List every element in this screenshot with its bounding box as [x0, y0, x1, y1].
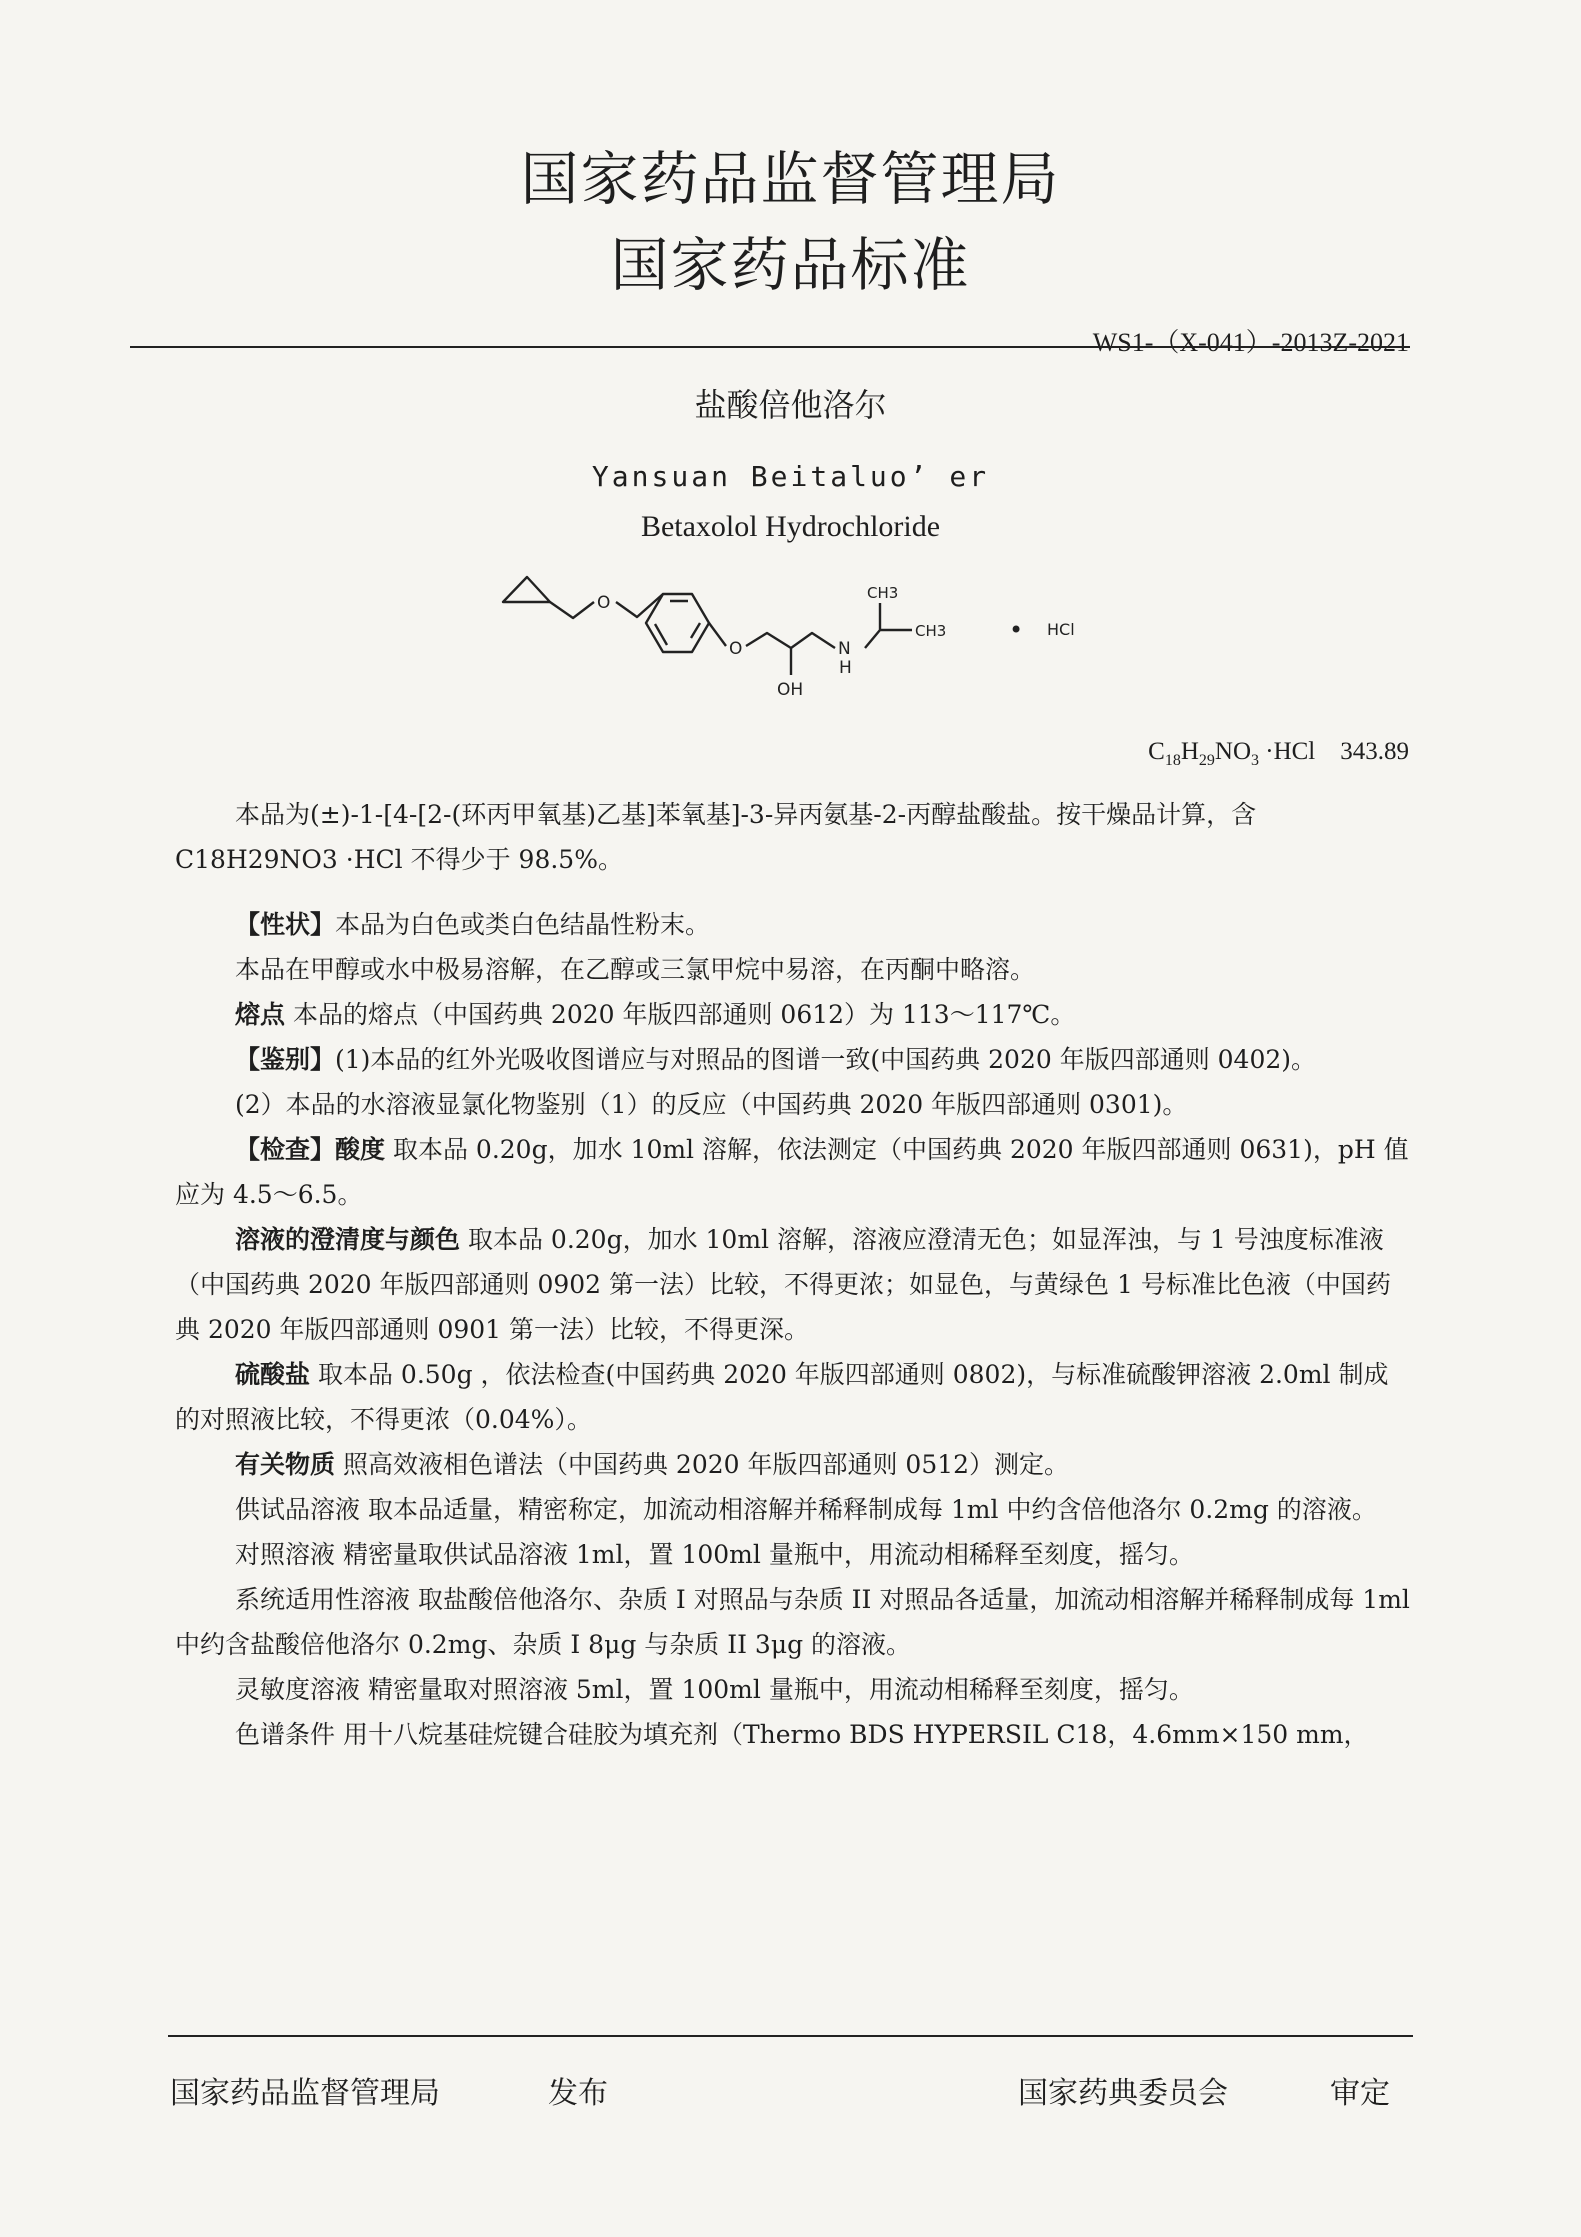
- drug-chinese-name: 盐酸倍他洛尔: [694, 386, 887, 424]
- intro-paragraph: [175, 792, 1411, 882]
- header-divider: [130, 346, 1410, 348]
- authority-title: 国家药品监督管理局: [520, 145, 1061, 213]
- molecular-formula: [1148, 738, 1409, 770]
- acidity-paragraph: [175, 1127, 1411, 1217]
- formula-c: C: [1148, 738, 1165, 765]
- footer-reviewer: 国家药典委员会: [1018, 2076, 1228, 2111]
- chromatography-paragraph: 色谱条件 用十八烷基硅烷键合硅胶为填充剂（Thermo BDS HYPERSIL C18，4.6mm×150 mm，: [235, 1720, 1369, 1749]
- formula-h: H: [1180, 738, 1199, 765]
- amine-nitrogen-label: N: [838, 639, 851, 659]
- identification-2: (2）本品的水溶液显氯化物鉴别（1）的反应（中国药典 2020 年版四部通则 0301)。: [235, 1090, 1188, 1119]
- reference-solution-paragraph: 对照溶液 精密量取供试品溶液 1ml，置 100ml 量瓶中，用流动相稀释至刻度，摇匀。: [235, 1540, 1194, 1569]
- salt-dot: •: [1009, 616, 1024, 644]
- intro-assay-limit: C18H29NO3 ·HCl 不得少于 98.5%。: [175, 845, 623, 874]
- sulfate-text: 取本品 0.50g ，依法检查(中国药典 2020 年版四部通则 0802)，与标准硫酸钾溶液 2.0ml 制成的对照液比较，不得更浓（0.04%）。: [175, 1360, 1389, 1434]
- clarity-paragraph: [175, 1217, 1411, 1352]
- standard-title: 国家药品标准: [610, 231, 971, 299]
- related-substances-paragraph: [175, 1442, 1411, 1487]
- hcl-label: HCl: [1047, 620, 1075, 639]
- properties-paragraph: [175, 902, 1411, 947]
- melting-point-label: 熔点: [235, 1000, 286, 1029]
- related-substances-text: 照高效液相色谱法（中国药典 2020 年版四部通则 0512）测定。: [335, 1450, 1070, 1479]
- formula-c-count: 18: [1164, 752, 1181, 769]
- amine-hydrogen-label: H: [839, 658, 852, 678]
- monograph-body: [175, 792, 1411, 1757]
- standard-number: WS1-（X-041）-2013Z-2021: [1092, 328, 1409, 357]
- properties-text: 本品为白色或类白色结晶性粉末。: [335, 910, 711, 939]
- sulfate-label: 硫酸盐: [235, 1360, 311, 1389]
- formula-hcl: ·HCl: [1259, 738, 1316, 765]
- test-solution-paragraph: 供试品溶液 取本品适量，精密称定，加流动相溶解并稀释制成每 1ml 中约含倍他洛尔 0.2mg 的溶液。: [235, 1495, 1377, 1524]
- phenoxy-oxygen-label: O: [729, 639, 743, 659]
- formula-h-count: 29: [1198, 752, 1215, 769]
- footer-publisher: 国家药品监督管理局: [170, 2076, 440, 2111]
- methyl-top-label: CH3: [867, 584, 899, 602]
- identification-label: 【鉴别】: [235, 1045, 336, 1074]
- related-substances-label: 有关物质: [235, 1450, 336, 1479]
- clarity-text: 取本品 0.20g，加水 10ml 溶解，溶液应澄清无色；如显浑浊，与 1 号浊度标准液（中国药典 2020 年版四部通则 0902 第一法）比较，不得更浓；如显色，与黄绿色 1 号标准比色液（中国药典 2020 年版四部通则 0901 第一法）比较，不得更深。: [175, 1225, 1391, 1344]
- sulfate-paragraph: [175, 1352, 1411, 1442]
- footer-divider: [168, 2035, 1413, 2037]
- acidity-label: 酸度: [335, 1135, 386, 1164]
- clarity-label: 溶液的澄清度与颜色: [235, 1225, 461, 1254]
- drug-pinyin-name: Yansuan Beitaluo’ er: [591, 460, 990, 493]
- identification-paragraph: [175, 1037, 1411, 1082]
- check-label: 【检查】: [235, 1135, 336, 1164]
- formula-no: NO: [1214, 738, 1251, 765]
- hydroxyl-label: OH: [777, 680, 804, 700]
- solubility-paragraph: 本品在甲醇或水中极易溶解，在乙醇或三氯甲烷中易溶，在丙酮中略溶。: [235, 955, 1036, 984]
- molecular-weight: 343.89: [1340, 738, 1409, 765]
- properties-label: 【性状】: [235, 910, 336, 939]
- footer-publish-label: 发布: [548, 2076, 608, 2111]
- acidity-text: 取本品 0.20g，加水 10ml 溶解，依法测定（中国药典 2020 年版四部通则 0631)，pH 值应为 4.5～6.5。: [175, 1135, 1409, 1209]
- chemical-structure: [495, 555, 1115, 735]
- suitability-solution-paragraph: 系统适用性溶液 取盐酸倍他洛尔、杂质 I 对照品与杂质 II 对照品各适量，加流动相溶解并稀释制成每 1ml 中约含盐酸倍他洛尔 0.2mg、杂质 I 8μg 与杂质 II 3μg 的溶液。: [175, 1585, 1410, 1659]
- ether-oxygen-label: O: [597, 593, 611, 613]
- identification-1: (1)本品的红外光吸收图谱应与对照品的图谱一致(中国药典 2020 年版四部通则 0402)。: [335, 1045, 1317, 1074]
- methyl-right-label: CH3: [915, 622, 947, 640]
- melting-point-paragraph: [175, 992, 1411, 1037]
- formula-o-count: 3: [1251, 752, 1259, 769]
- drug-english-name: Betaxolol Hydrochloride: [640, 510, 941, 543]
- sensitivity-solution-paragraph: 灵敏度溶液 精密量取对照溶液 5ml，置 100ml 量瓶中，用流动相稀释至刻度，摇匀。: [235, 1675, 1194, 1704]
- intro-text: 本品为(±)-1-[4-[2-(环丙甲氧基)乙基]苯氧基]-3-异丙氨基-2-丙醇盐酸盐。按干燥品计算，含: [235, 800, 1257, 829]
- melting-point-text: 本品的熔点（中国药典 2020 年版四部通则 0612）为 113～117℃。: [285, 1000, 1076, 1029]
- footer-review-label: 审定: [1330, 2076, 1390, 2111]
